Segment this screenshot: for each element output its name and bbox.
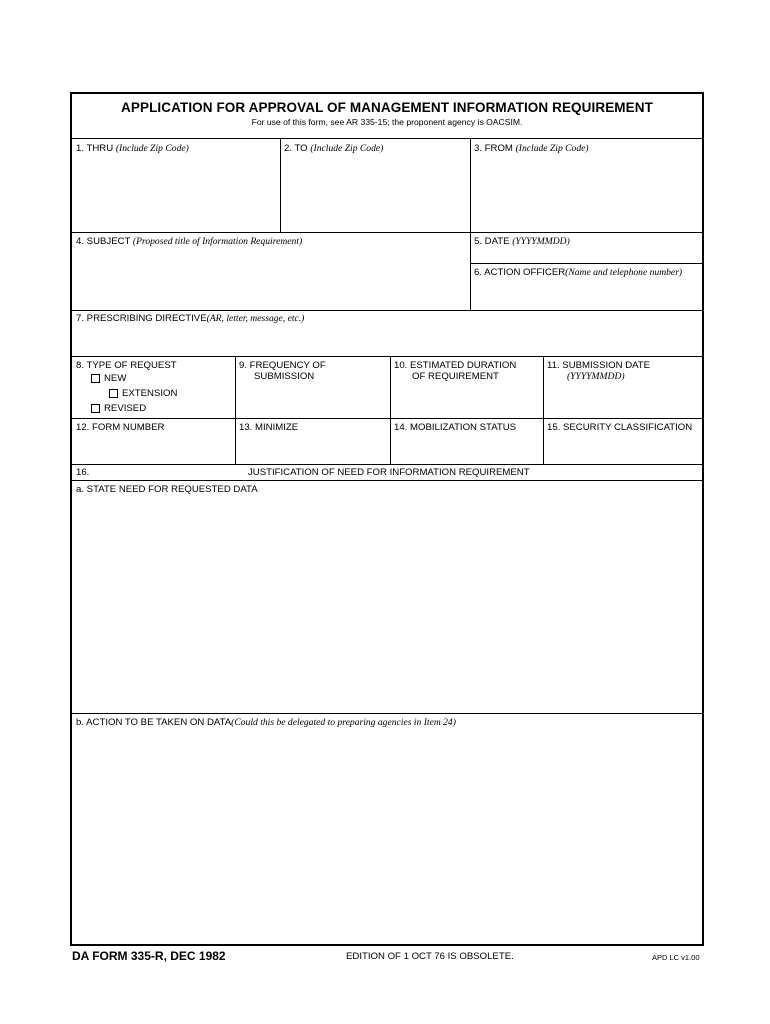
justification-number: 16.	[76, 467, 90, 478]
from-label: 3. FROM	[474, 143, 513, 154]
field-submission-date[interactable]	[547, 360, 650, 382]
mobilization-label: 14. MOBILIZATION STATUS	[394, 422, 517, 433]
divider-duration-submission	[543, 356, 544, 464]
thru-hint: (Include Zip Code)	[115, 143, 189, 154]
to-hint: (Include Zip Code)	[310, 143, 384, 154]
field-security-classification[interactable]	[547, 422, 692, 433]
prescribing-label: 7. PRESCRIBING DIRECTIVE	[76, 313, 207, 324]
field-state-need[interactable]	[76, 484, 258, 495]
submission-date-hint: (YYYYMMDD)	[567, 371, 625, 382]
frequency-label-line2: SUBMISSION	[254, 371, 315, 382]
action-officer-label: 6. ACTION OFFICER	[474, 267, 566, 278]
type-of-request-label: 8. TYPE OF REQUEST	[76, 360, 177, 371]
revised-checkbox[interactable]	[91, 404, 100, 413]
form-subtitle: For use of this form, see AR 335-15; the proponent agency is OACSIM.	[251, 117, 523, 127]
rule-row6	[72, 480, 702, 481]
version-label: APD LC v1.00	[652, 953, 700, 962]
divider-type-freq	[235, 356, 236, 464]
rule-row2	[72, 310, 702, 311]
prescribing-hint: (AR, letter, message, etc.)	[206, 313, 305, 324]
submission-date-label: 11. SUBMISSION DATE	[547, 360, 651, 371]
duration-label-line1: 10. ESTIMATED DURATION	[394, 360, 517, 371]
rule-row1	[72, 232, 702, 233]
subject-hint: (Proposed title of Information Requirement)	[132, 236, 303, 247]
to-label: 2. TO	[284, 143, 308, 154]
field-thru[interactable]	[76, 143, 189, 154]
duration-label-line2: OF REQUIREMENT	[412, 371, 499, 382]
form-id: DA FORM 335-R, DEC 1982	[72, 949, 226, 963]
extension-checkbox[interactable]	[109, 389, 118, 398]
rule-row5	[72, 464, 702, 465]
state-need-label: a. STATE NEED FOR REQUESTED DATA	[76, 484, 258, 495]
rule-row7	[72, 713, 702, 714]
field-subject[interactable]	[76, 236, 302, 247]
field-from[interactable]	[474, 143, 589, 154]
security-label: 15. SECURITY CLASSIFICATION	[547, 422, 693, 433]
divider-freq-duration	[390, 356, 391, 464]
rule-date	[470, 263, 702, 264]
field-minimize[interactable]	[239, 422, 298, 433]
field-to[interactable]	[284, 143, 383, 154]
subject-label: 4. SUBJECT	[76, 236, 131, 247]
new-option-label: NEW	[104, 373, 127, 384]
minimize-label: 13. MINIMIZE	[239, 422, 299, 433]
rule-row3	[72, 356, 702, 357]
divider-to-from	[470, 138, 471, 310]
revised-option-label: REVISED	[104, 403, 147, 414]
form-title: APPLICATION FOR APPROVAL OF MANAGEMENT INFORMATION REQUIREMENT	[121, 100, 653, 115]
form-number-label: 12. FORM NUMBER	[76, 422, 165, 433]
field-prescribing-directive[interactable]	[76, 313, 304, 324]
field-date[interactable]	[474, 236, 570, 247]
field-duration[interactable]	[394, 360, 516, 382]
extension-option-label: EXTENSION	[122, 388, 178, 399]
rule-row4	[72, 418, 702, 419]
date-hint: (YYYYMMDD)	[512, 236, 570, 247]
field-action-on-data[interactable]	[76, 717, 456, 728]
from-hint: (Include Zip Code)	[515, 143, 589, 154]
divider-thru-to	[280, 138, 281, 232]
new-checkbox[interactable]	[91, 374, 100, 383]
thru-label: 1. THRU	[76, 143, 114, 154]
frequency-label-line1: 9. FREQUENCY OF	[239, 360, 326, 371]
field-form-number[interactable]	[76, 422, 165, 433]
action-officer-hint: (Name and telephone number)	[565, 267, 683, 278]
action-on-data-label: b. ACTION TO BE TAKEN ON DATA	[76, 717, 232, 728]
field-mobilization-status[interactable]	[394, 422, 516, 433]
date-label: 5. DATE	[474, 236, 510, 247]
edition-note: EDITION OF 1 OCT 76 IS OBSOLETE.	[346, 951, 514, 962]
field-action-officer[interactable]	[474, 267, 682, 278]
justification-title: JUSTIFICATION OF NEED FOR INFORMATION REQUIREMENT	[248, 467, 530, 478]
form-frame	[70, 92, 704, 946]
action-on-data-hint: (Could this be delegated to preparing agencies in Item 24)	[231, 717, 456, 728]
field-frequency[interactable]	[239, 360, 326, 382]
rule-header	[72, 138, 702, 139]
